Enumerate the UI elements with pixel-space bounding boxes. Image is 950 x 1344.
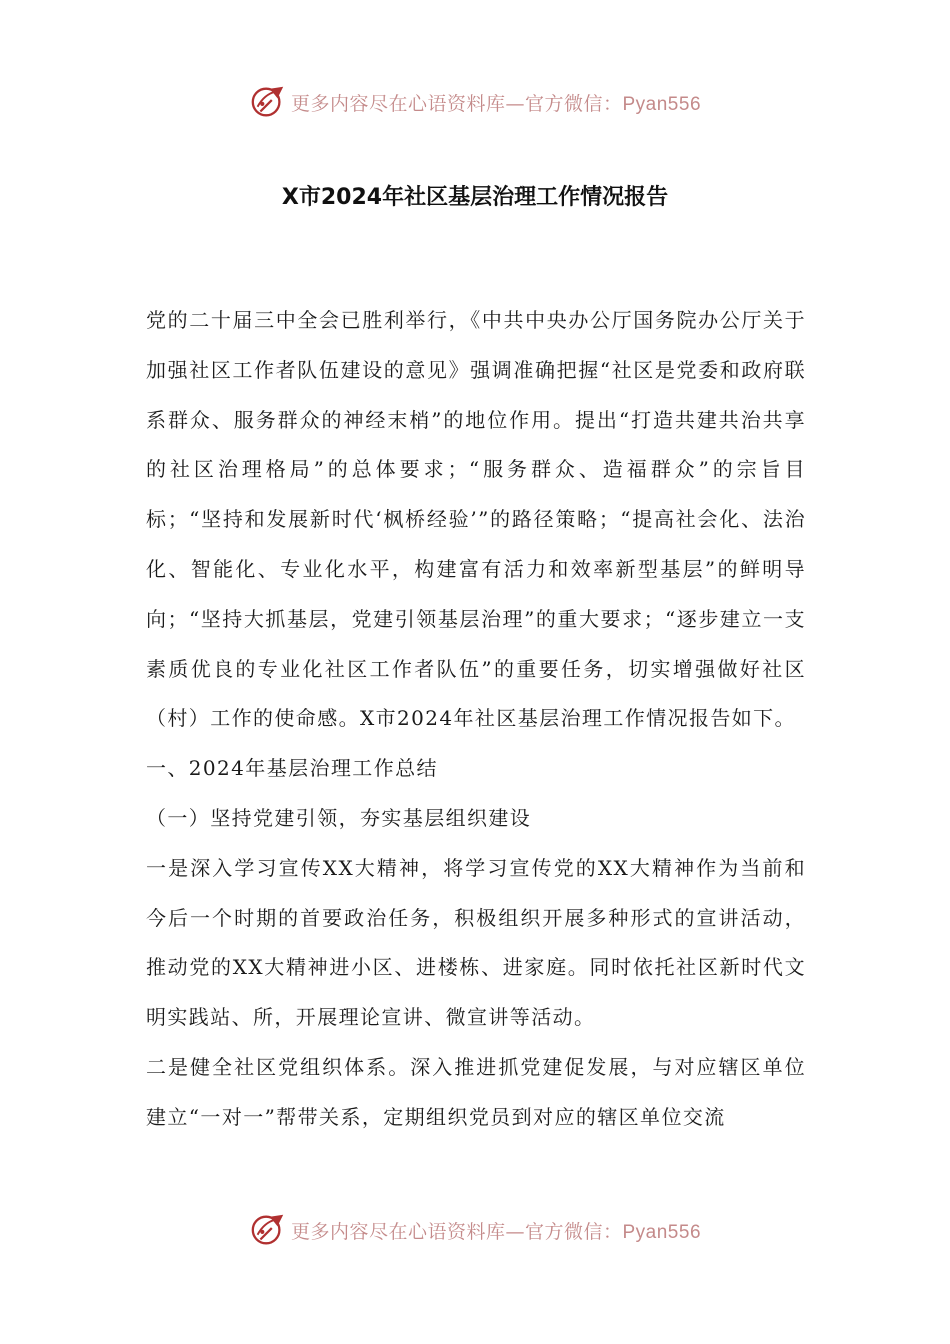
subsection-heading-1: （一）坚持党建引领，夯实基层组织建设 bbox=[146, 805, 532, 830]
paragraph-intro: 党的二十届三中全会已胜利举行，《中共中央办公厅国务院办公厅关于加强社区工作者队伍建设的意见》强调准确把握“社区是党委和政府联系群众、服务群众的神经末梢”的地位作用。提出“打造共建共治共享的社区治理格局”的总体要求；“服务群众、造福群众”的宗旨目标；“坚持和发展新时代‘枫桥经验’”的路径策略；“提高社会化、法治化、智能化、专业化水平，构建富有活力和效率新型基层”的鲜明导向；“坚持大抓基层，党建引领基层治理”的重大要求；“逐步建立一支素质优良的专业化社区工作者队伍”的重要任务，切实增强做好社区（村）工作的使命感。X市2024年社区基层治理工作情况报告如下。 bbox=[146, 308, 806, 731]
paragraph-point-2: 二是健全社区党组织体系。深入推进抓党建促发展，与对应辖区单位建立“一对一”帮带关系，定期组织党员到对应的辖区单位交流 bbox=[146, 1054, 806, 1129]
watermark-site-text: 更多内容尽在心语资料库—官方微信： bbox=[290, 92, 623, 115]
watermark-banner-top bbox=[0, 82, 950, 122]
watermark-site-text: 更多内容尽在心语资料库—官方微信： bbox=[290, 1220, 623, 1243]
watermark-banner-bottom bbox=[0, 1210, 950, 1250]
section-heading-1: 一、2024年基层治理工作总结 bbox=[146, 756, 438, 781]
document-body bbox=[146, 296, 806, 1143]
watermark-text bbox=[291, 89, 701, 116]
document-title: X市2024年社区基层治理工作情况报告 bbox=[281, 185, 669, 210]
watermark-wechat-id: Pyan556 bbox=[622, 93, 702, 115]
pen-logo-icon bbox=[249, 1211, 287, 1249]
watermark-wechat-id: Pyan556 bbox=[622, 1221, 702, 1243]
paragraph-point-1: 一是深入学习宣传XX大精神，将学习宣传党的XX大精神作为当前和今后一个时期的首要政治任务，积极组织开展多种形式的宣讲活动，推动党的XX大精神进小区、进楼栋、进家庭。同时依托社区新时代文明实践站、所，开展理论宣讲、微宣讲等活动。 bbox=[146, 855, 806, 1030]
pen-logo-icon bbox=[249, 83, 287, 121]
watermark-text bbox=[291, 1217, 701, 1244]
